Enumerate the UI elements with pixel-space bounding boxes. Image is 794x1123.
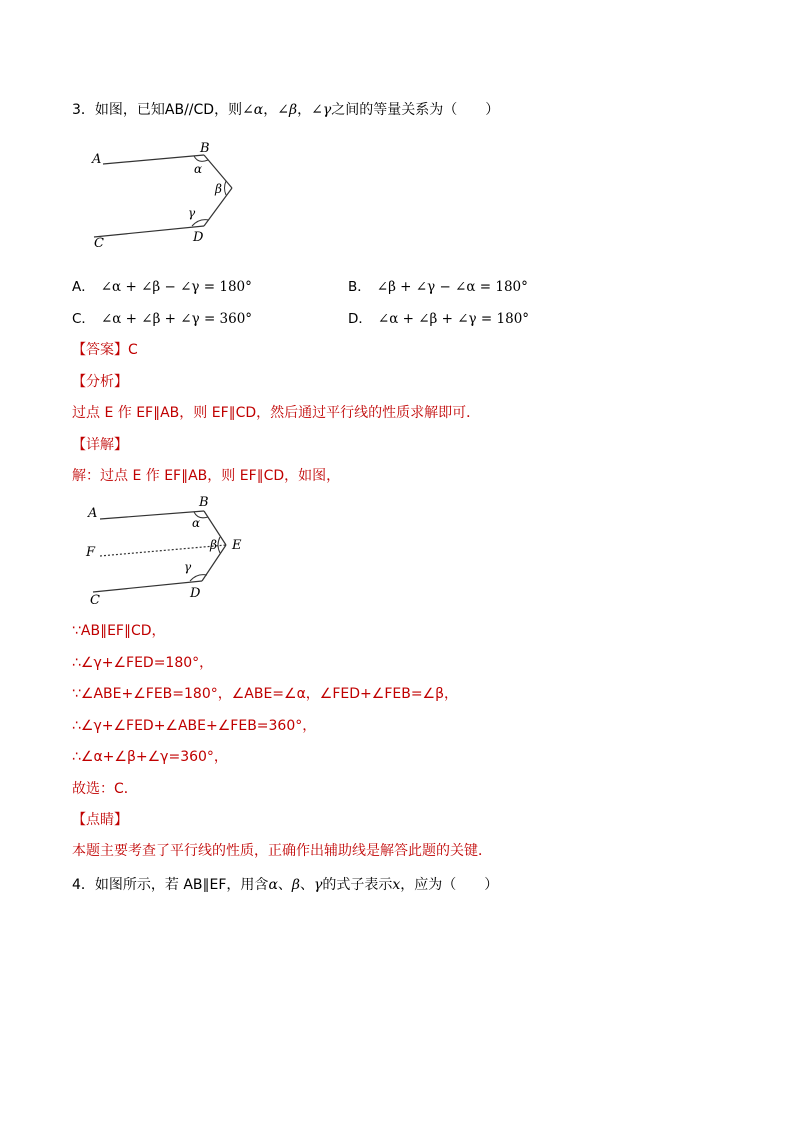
q3-stem-alpha: ∠α: [242, 102, 264, 118]
q4-stem-x: x: [392, 877, 401, 893]
q3-figure: [80, 138, 250, 253]
fig2-line-ab: [100, 511, 204, 519]
detail-intro: 解：过点 E 作 EF∥AB，则 EF∥CD，如图，: [72, 468, 341, 484]
q4-stem-prefix: 4．如图所示，若 AB∥EF，用含: [72, 877, 269, 893]
q3-stem-sep1: ，: [263, 102, 278, 118]
fig2-label-c: C: [90, 593, 100, 608]
q3-option-d: [348, 310, 529, 328]
q3-option-c-key: C．: [72, 311, 95, 327]
fig1-label-d: D: [193, 230, 204, 245]
detail-step-5: ∴∠α+∠β+∠γ=360°，: [72, 749, 228, 765]
fig2-label-b: B: [199, 495, 209, 510]
q4-stem-mid: 的式子表示: [322, 877, 393, 893]
q4-stem-sep1: 、: [277, 877, 292, 893]
answer-label: 【答案】: [72, 342, 128, 358]
fig2-line-dc: [93, 581, 202, 592]
fig2-label-a: A: [88, 506, 98, 521]
q3-option-b: [348, 278, 528, 296]
answer-value: C: [128, 342, 138, 358]
q3-option-a-key: A．: [72, 279, 95, 295]
q3-option-d-expr: ∠α + ∠β + ∠γ = 180°: [377, 311, 530, 327]
q3-stem-suffix: 之间的等量关系为（ ）: [331, 102, 500, 118]
q3-option-d-key: D．: [348, 311, 372, 327]
q3-stem-sep2: ，: [297, 102, 312, 118]
q3-option-c: [72, 310, 252, 328]
q3-stem: [72, 101, 499, 119]
fig1-label-alpha: α: [194, 162, 203, 176]
detail-step-2: ∴∠γ+∠FED=180°，: [72, 655, 214, 671]
detail-step-6: 故选：C．: [72, 781, 138, 797]
fig1-label-b: B: [200, 141, 210, 156]
fig2-label-alpha: α: [192, 516, 201, 530]
q4-stem-suffix: ，应为（ ）: [400, 877, 499, 893]
fig2-line-fe: [100, 545, 226, 556]
detail-step-3: ∵∠ABE+∠FEB=180°，∠ABE=∠α，∠FED+∠FEB=∠β，: [72, 686, 459, 702]
fig1-label-c: C: [94, 236, 104, 251]
q3-stem-beta: ∠β: [277, 102, 298, 118]
q3-stem-prefix: 3．如图，已知AB//CD，则: [72, 102, 243, 118]
q3-option-c-expr: ∠α + ∠β + ∠γ = 360°: [100, 311, 253, 327]
q4-stem: [72, 876, 498, 894]
q3-option-b-expr: ∠β + ∠γ − ∠α = 180°: [376, 279, 528, 295]
fig1-label-gamma: γ: [188, 206, 196, 220]
fig2-label-e: E: [232, 538, 242, 553]
comment-label: 【点睛】: [72, 812, 128, 828]
q4-stem-sep2: 、: [300, 877, 314, 893]
fig1-line-dc: [94, 226, 204, 237]
fig2-label-d: D: [190, 586, 201, 601]
q4-stem-gamma: γ: [314, 877, 323, 893]
q3-option-a-expr: ∠α + ∠β − ∠γ = 180°: [100, 279, 252, 295]
analysis-label: 【分析】: [72, 374, 128, 390]
detail-label: 【详解】: [72, 437, 128, 453]
q4-stem-alpha: α: [268, 877, 278, 893]
fig1-line-ab: [103, 155, 204, 164]
q3-option-a: [72, 278, 252, 296]
q3-stem-gamma: ∠γ: [311, 102, 332, 118]
q3-option-b-key: B．: [348, 279, 371, 295]
detail-figure: [80, 493, 280, 608]
detail-step-4: ∴∠γ+∠FED+∠ABE+∠FEB=360°，: [72, 718, 317, 734]
fig1-label-a: A: [92, 152, 102, 167]
analysis-text: 过点 E 作 EF∥AB，则 EF∥CD，然后通过平行线的性质求解即可．: [72, 405, 481, 421]
comment-text: 本题主要考查了平行线的性质，正确作出辅助线是解答此题的关键．: [72, 843, 492, 859]
answer-line: [72, 341, 138, 359]
fig2-label-gamma: γ: [184, 560, 192, 574]
fig2-label-beta: β: [210, 538, 217, 552]
fig1-arc-beta: [225, 181, 227, 195]
fig1-label-beta: β: [215, 182, 222, 196]
detail-step-1: ∵AB∥EF∥CD，: [72, 623, 166, 639]
fig2-label-f: F: [86, 545, 96, 560]
q4-stem-beta: β: [291, 877, 300, 893]
